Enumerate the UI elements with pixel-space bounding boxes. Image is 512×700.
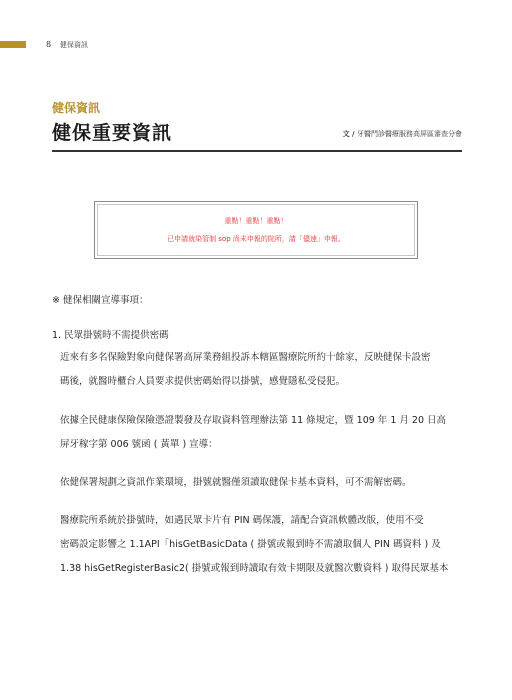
item-heading: 1. 民眾掛號時不需提供密碼 [52,330,169,341]
paragraph-3 [60,471,460,495]
header-accent-bar [0,41,26,48]
paragraph-4 [60,509,460,581]
paragraph-4-line-3: 1.38 hisGetRegisterBasic2( 掛號或報到時讀取有效卡期限及就醫次數資料 ) 取得民眾基本 [60,563,449,574]
article-kicker: 健保資訊 [52,101,101,115]
notice-box [94,201,418,259]
notice-line-2: 已申請就染管制 sop 尚未申報的院所，請「儘速」申報。 [167,235,345,243]
article-byline [343,129,462,139]
paragraph-4-line-2: 密碼設定影響之 1.1API「hisGetBasicData ( 掛號或報到時不需讀取個人 PIN 碼資料 ) 及 [60,539,441,550]
section-heading: ※ 健保相關宣導事項： [52,295,149,306]
page-number: 8 [46,40,52,49]
paragraph-2 [60,409,460,457]
title-divider [52,150,462,152]
paragraph-2-line-1: 依據全民健康保險保險憑證製發及存取資料管理辦法第 11 條規定，暨 109 年 1 月 20 日高 [60,415,447,426]
notice-line-1: 重點！重點！重點！ [224,217,288,225]
byline-author: 牙醫門診醫療服務高屏區審查分會 [357,130,462,138]
paragraph-4-line-1: 醫療院所系統於掛號時，如遇民眾卡片有 PIN 碼保護，請配合資訊軟體改版，使用不受 [60,515,424,526]
paragraph-1-line-2: 碼後，就醫時櫃台人員要求提供密碼始得以掛號，感覺隱私受侵犯。 [60,376,346,387]
paragraph-1-line-1: 近來有多名保險對象向健保署高屏業務組投訴本轄區醫療院所約十餘家，反映健保卡設密 [60,352,431,363]
paragraph-3-line-1: 依健保署規劃之資訊作業環境，掛號就醫僅須讀取健保卡基本資料，可不需解密碼。 [60,477,412,488]
paragraph-1 [60,346,460,394]
article-title: 健保重要資訊 [52,122,173,144]
byline-prefix: 文 / [342,130,357,138]
paragraph-2-line-2: 屏牙稼字第 006 號函 ( 黃單 ) 宣導： [60,439,218,450]
running-header-section: 健保資訊 [60,41,88,49]
